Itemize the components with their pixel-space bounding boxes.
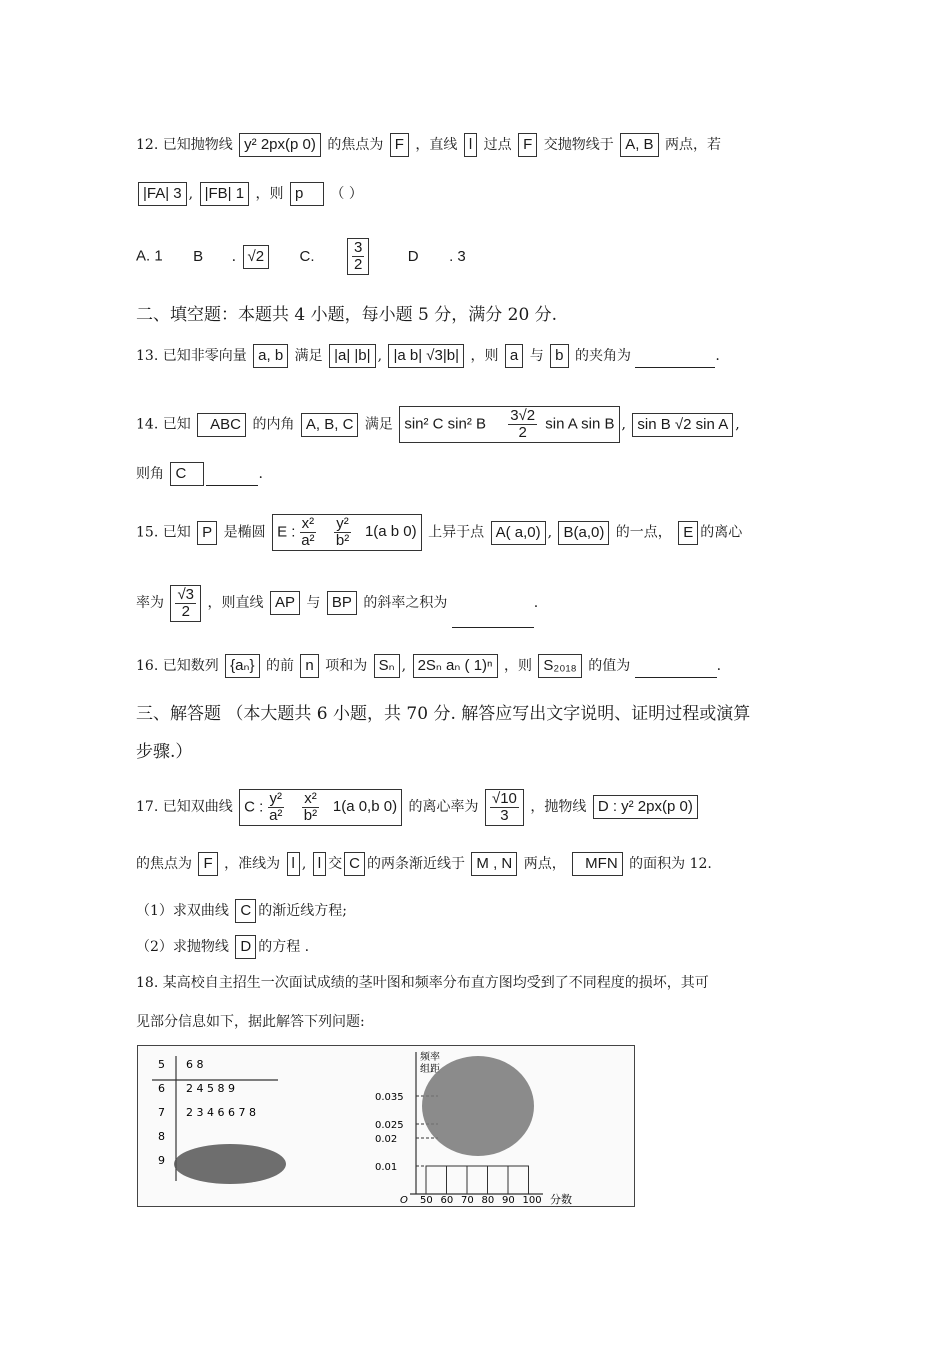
point-B: B(a,0) [558, 521, 609, 545]
hyperbola-C: C [344, 852, 365, 876]
triangle-ABC: ABC [197, 413, 246, 437]
q13-text: 的夹角为 [574, 348, 631, 364]
q12-text: 两点，若 [665, 137, 721, 153]
q16-line: 16. 已知数列 {aₙ} 的前 n 项和为 Sₙ , 2Sₙ aₙ ( 1)ⁿ ，则 S₂₀₁₈ 的值为 . [136, 654, 721, 678]
triangle-MFN: MFN [572, 852, 623, 876]
frac-num: 3√2 [510, 407, 536, 424]
q14-equation-2: sin B √2 sin A [632, 413, 733, 437]
vectors-ab: a, b [253, 344, 288, 368]
hist-bar [508, 1166, 529, 1194]
focus-F: F [390, 133, 409, 157]
q16-text: 项和为 [325, 658, 368, 674]
stem-value: 5 [158, 1058, 165, 1071]
figure-svg [138, 1046, 634, 1206]
q15-line2: 率为 $\frac{√3}{2}$ ，则直线 AP 与 BP 的斜率之积为 . [136, 578, 538, 628]
frac-num: 3 [354, 239, 363, 256]
q17-text: 的两条渐近线于 [366, 856, 465, 872]
q17-text: 的焦点为 [136, 856, 192, 872]
q17-text: 17. 已知双曲线 [136, 799, 233, 815]
line-l: l [464, 133, 477, 157]
q17-text: ，抛物线 [530, 799, 587, 815]
q15-text: 是椭圆 [223, 524, 266, 541]
option-A: A. 1 [136, 247, 163, 265]
eq-part: 1(a 0,b 0) [332, 797, 398, 815]
directrix-l: l [287, 852, 300, 876]
answer-blank [452, 613, 534, 628]
stem-value: 7 [158, 1106, 165, 1119]
hist-xtick: 60 [440, 1195, 454, 1206]
section-3-heading: 三、解答题 （本大题共 6 小题，共 70 分. 解答应写出文字说明、证明过程或演算 [136, 704, 751, 724]
FA-length: |FA| 3 [138, 182, 187, 206]
angle-C: C [170, 462, 204, 486]
q15-text: 的离心 [700, 524, 743, 541]
frac-num: x² [304, 789, 317, 807]
focus-F: F [198, 852, 217, 876]
q17-text: 的方程 . [258, 939, 310, 955]
q12-text: 交抛物线于 [543, 137, 614, 153]
frac-den: a² [301, 532, 315, 549]
q17-text: ，准线为 [224, 856, 281, 872]
vector-a: a [505, 344, 523, 368]
q16-text: ，则 [503, 658, 532, 674]
q13-text: 满足 [294, 348, 323, 364]
eq-part: E : [277, 523, 296, 541]
sum-Sn: Sₙ [374, 654, 400, 678]
q17-line2: 的焦点为 F ，准线为 l , l 交 C 的两条渐近线于 M , N 两点， MFN 的面积为 12. [136, 852, 712, 876]
q14-line2: 则角 C . [136, 462, 263, 486]
parabola-equation: y² 2px(p 0) [239, 133, 321, 157]
hist-xlabel: 分数 [550, 1193, 572, 1206]
point-A: A( a,0) [491, 521, 546, 545]
q12-options: A. 1 B . √2 C. $\frac{3}{2}$ D . 3 [136, 239, 466, 273]
hist-xtick: 50 [420, 1195, 433, 1206]
q16-text: 16. 已知数列 [136, 658, 219, 674]
q18-line1: 18. 某高校自主招生一次面试成绩的茎叶图和频率分布直方图均受到了不同程度的损坏，其可 [136, 975, 709, 991]
hist-xtick: 80 [481, 1195, 495, 1206]
condition-1: |a| |b| [329, 344, 375, 368]
answer-blank [635, 353, 715, 368]
line-BP: BP [327, 591, 357, 615]
focus-F: F [518, 133, 537, 157]
q16-text: 的值为 [588, 658, 631, 674]
q14-text: 满足 [364, 416, 393, 433]
ellipse-equation [272, 514, 422, 551]
q17-sub2 [136, 935, 309, 959]
q15-text: ，则直线 [207, 595, 264, 611]
q15-text: 率为 [136, 595, 164, 611]
point-P: P [197, 521, 217, 545]
leaf-values: 2 4 5 8 9 [186, 1082, 235, 1095]
answer-blank [635, 663, 717, 678]
frac-num: √10 [491, 789, 517, 807]
damaged-area [422, 1056, 534, 1156]
option-D-value: . 3 [449, 247, 466, 265]
hist-bar [447, 1166, 468, 1194]
q17-text: （2）求抛物线 [136, 939, 229, 955]
hyperbola-equation [239, 789, 402, 826]
eccentricity [170, 585, 201, 622]
parabola-D: D : y² 2px(p 0) [593, 795, 698, 819]
q17-text: 的面积为 12. [629, 856, 712, 872]
frac-den: a² [269, 806, 283, 824]
hyperbola-C: C [235, 899, 256, 923]
q12-text: 12. 已知抛物线 [136, 137, 233, 153]
stem-value: 8 [158, 1130, 165, 1143]
hist-bar [426, 1166, 447, 1194]
hist-bar [488, 1166, 509, 1194]
q17-text: 两点， [523, 856, 566, 872]
q17-text: 交 [328, 856, 343, 872]
condition-2: |a b| √3|b| [388, 344, 464, 368]
variable-n: n [300, 654, 318, 678]
frac-num: y² [269, 789, 283, 807]
q17-text: 的离心率为 [408, 799, 479, 815]
ellipse-E: E [678, 521, 698, 545]
hist-ytick: 0.01 [375, 1162, 398, 1173]
q16-text: 的前 [265, 658, 294, 674]
hist-bar [467, 1166, 488, 1194]
q12-text: ，直线 [415, 137, 458, 153]
q13-text: 与 [529, 348, 544, 364]
q14-line1: 14. 已知 ABC 的内角 A, B, C 满足 sin² C sin² B $\frac{3√2}{2}$ sin A sin B , sin B √2 sin A , [136, 407, 740, 441]
hist-origin: O [400, 1195, 408, 1206]
q12-line1 [136, 133, 721, 157]
q15-text: 与 [306, 595, 321, 611]
stem-value: 9 [158, 1154, 165, 1167]
q13-text: ，则 [470, 348, 499, 364]
parabola-D-label: D [235, 935, 256, 959]
q12-line2: |FA| 3 , |FB| 1 ，则 p （ ） [136, 182, 363, 206]
eq-part: 1(a b 0) [364, 523, 417, 541]
frac-den: 2 [354, 256, 363, 273]
hist-xtick: 90 [502, 1195, 515, 1206]
eq-part: C : [244, 797, 264, 815]
q12-text: ，则 [255, 186, 284, 202]
q14-equation-1 [399, 406, 619, 443]
answer-paren: （ ） [330, 186, 363, 202]
frac-den: 2 [181, 602, 190, 620]
hist-ytick: 0.035 [375, 1092, 404, 1103]
answer-blank [206, 471, 258, 486]
q17-text: 的渐近线方程; [258, 903, 347, 919]
q18-line2: 见部分信息如下，据此解答下列问题: [136, 1014, 365, 1030]
frac-den: 3 [500, 806, 509, 824]
q15-text: 上异于点 [428, 524, 485, 541]
stem-leaf-plot [152, 1056, 286, 1184]
hist-xtick: 70 [461, 1195, 474, 1206]
hist-ytick: 0.025 [375, 1120, 404, 1131]
q12-text: 的焦点为 [327, 137, 384, 153]
frac-num: x² [301, 515, 315, 532]
leaf-values: 2 3 4 6 6 7 8 [186, 1106, 256, 1119]
q17-sub1 [136, 899, 347, 923]
sequence-an: {aₙ} [225, 654, 259, 678]
damaged-area [174, 1144, 286, 1184]
angles-ABC: A, B, C [301, 413, 359, 437]
frac-num: √3 [177, 585, 195, 603]
histogram [375, 1050, 572, 1206]
directrix-l: l [313, 852, 326, 876]
line-AP: AP [270, 591, 300, 615]
frac-num: y² [336, 515, 349, 532]
section-2-heading: 二、填空题：本题共 4 小题，每小题 5 分，满分 20 分. [136, 305, 558, 325]
q17-line1 [136, 784, 700, 830]
frac-den: b² [303, 806, 318, 824]
section-3-heading-cont: 步骤.） [136, 742, 193, 762]
q15-text: 15. 已知 [136, 524, 191, 541]
eq-part: sin A sin B [545, 415, 615, 433]
q15-text: 的一点， [615, 524, 672, 541]
option-C: C. [299, 247, 315, 265]
recurrence-equation: 2Sₙ aₙ ( 1)ⁿ [413, 654, 498, 678]
option-B: B [193, 247, 204, 265]
hist-ylabel-top: 频率 [420, 1052, 440, 1063]
figure-panel [137, 1045, 635, 1207]
q12-text: 过点 [483, 137, 512, 153]
vector-b: b [550, 344, 568, 368]
sum-S2018: S₂₀₁₈ [538, 654, 581, 678]
p-variable: p [290, 182, 324, 206]
points-MN: M , N [471, 852, 517, 876]
q14-text: 则角 [136, 466, 164, 482]
option-C-value [347, 238, 369, 275]
q13-text: 13. 已知非零向量 [136, 348, 247, 364]
stem-value: 6 [158, 1082, 165, 1095]
hist-ytick: 0.02 [375, 1134, 398, 1145]
FB-length: |FB| 1 [200, 182, 249, 206]
q15-line1: 15. 已知 P 是椭圆 E : $\frac{\text{x²}}{\text{a²}}$ $\frac{\text{y²}}{\text{b²}}$ 1(a b 0) 上异于点 A( a,0) , B(a,0) 的一点， E 的离心 [136, 515, 743, 549]
hist-ylabel-bottom: 组距 [420, 1064, 440, 1075]
frac-den: 2 [518, 424, 527, 441]
option-D: D [407, 247, 419, 265]
q17-text: （1）求双曲线 [136, 903, 229, 919]
frac-den: b² [335, 532, 350, 549]
eq-part: sin² C sin² B [404, 415, 487, 433]
points-AB: A, B [620, 133, 658, 157]
leaf-values: 6 8 [186, 1058, 204, 1071]
hist-xtick: 100 [522, 1195, 542, 1206]
q15-text: 的斜率之积为 [363, 595, 448, 611]
option-B-value: √2 [243, 245, 270, 269]
q14-text: 的内角 [252, 416, 295, 433]
q13-line: 13. 已知非零向量 a, b 满足 |a| |b| , |a b| √3|b| ，则 a 与 b 的夹角为 . [136, 344, 720, 368]
hyperbola-eccentricity [485, 789, 524, 826]
q14-text: 14. 已知 [136, 416, 191, 433]
